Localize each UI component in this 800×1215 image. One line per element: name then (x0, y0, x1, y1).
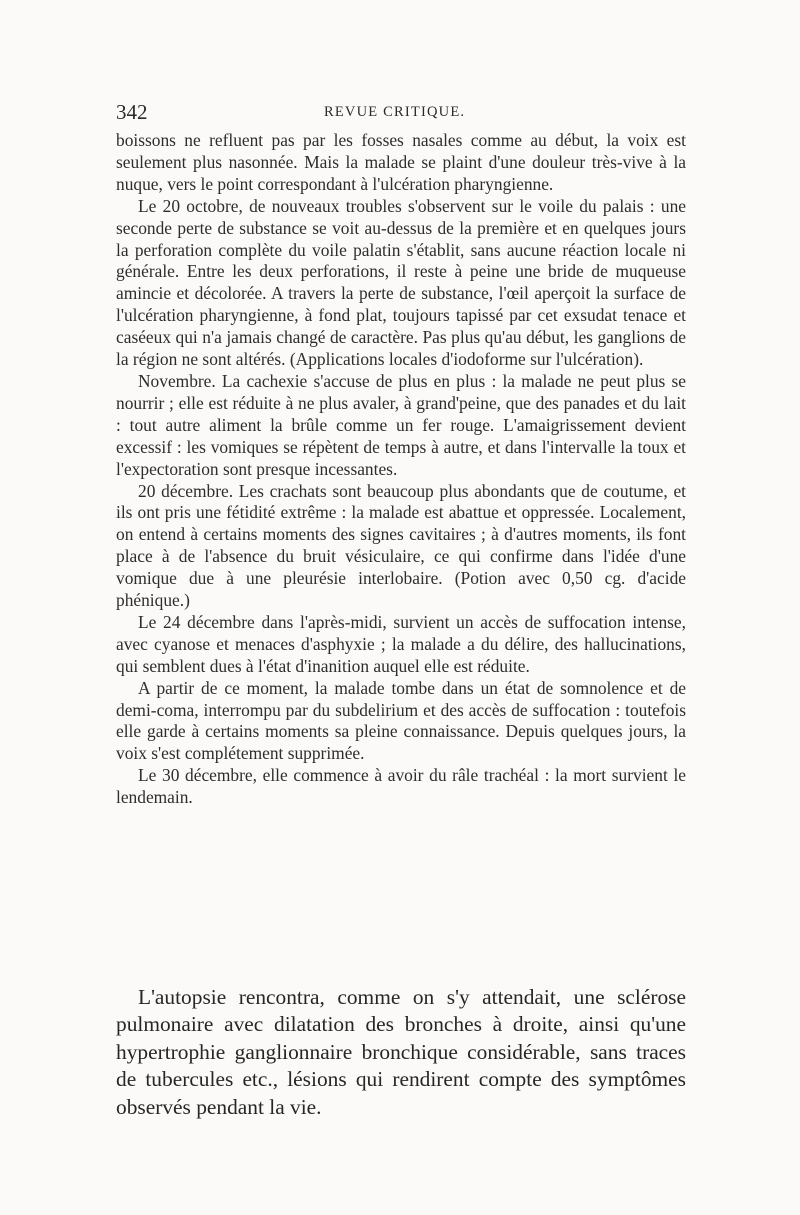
paragraph-somnolence: A partir de ce moment, la malade tombe dans un état de somnolence et de demi-coma, interrompu par du subdelirium et des accès de suffocation : toutefois elle garde à certains moments sa pleine connaissance. Depuis quelques jours, la voix s'est complétement supprimée. (116, 677, 686, 764)
page-number: 342 (116, 100, 148, 124)
paragraph-20-octobre: Le 20 octobre, de nouveaux troubles s'observent sur le voile du palais : une seconde perte de substance se voit au-dessus de la première et en quelques jours la perforation complète du voile palatin s'établit, sans aucune réaction locale ni générale. Entre les deux perforations, il reste à peine une bride de muqueuse amincie et décolorée. A travers la perte de substance, l'œil aperçoit la surface de l'ulcération pharyngienne, à fond plat, toujours tapissé par cet exsudat tenace et caséeux qui n'a jamais changé de caractère. Pas plus qu'au début, les ganglions de la région ne sont altérés. (Applications locales d'iodoforme sur l'ulcération). (116, 195, 686, 370)
paragraph-continuation: boissons ne refluent pas par les fosses nasales comme au début, la voix est seulement plus nasonnée. Mais la malade se plaint d'une douleur très-vive à la nuque, vers le point correspondant à l'ulcération pharyngienne. (116, 130, 686, 194)
paragraph-24-decembre: Le 24 décembre dans l'après-midi, survient un accès de suffocation intense, avec cyanose et menaces d'asphyxie ; la malade a du délire, des hallucinations, qui semblent dues à l'état d'inanition auquel elle est réduite. (116, 611, 686, 676)
paragraph-20-decembre: 20 décembre. Les crachats sont beaucoup plus abondants que de coutume, et ils ont pris une fétidité extrême : la malade est abattue et oppressée. Localement, on entend à certains moments des signes cavitaires ; à d'autres moments, ils font place à de l'absence du bruit vésiculaire, ce qui confirme dans l'idée d'une vomique due à une pleurésie interlobaire. (Potion avec 0,50 cg. d'acide phénique.) (116, 480, 686, 611)
running-title: REVUE CRITIQUE. (324, 104, 466, 120)
paragraph-autopsy: L'autopsie rencontra, comme on s'y attendait, une sclérose pulmonaire avec dilatation des bronches à droite, ainsi qu'une hypertrophie ganglionnaire bronchique considérable, sans traces de tubercules etc., lésions qui rendirent compte des symptômes observés pendant la vie. (116, 985, 686, 1119)
paragraph-30-decembre: Le 30 décembre, elle commence à avoir du râle trachéal : la mort survient le lendemain. (116, 765, 686, 808)
autopsy-section (116, 984, 686, 1121)
page-header (116, 100, 686, 126)
paragraph-novembre: Novembre. La cachexie s'accuse de plus en plus : la malade ne peut plus se nourrir ; elle est réduite à ne plus avaler, à grand'peine, que des panades et du lait : tout autre aliment la brûle comme un fer rouge. L'amaigrissement devient excessif : les vomiques se répètent de temps à autre, et dans l'intervalle la toux et l'expectoration sont presque incessantes. (116, 370, 686, 479)
body-text (116, 130, 686, 809)
